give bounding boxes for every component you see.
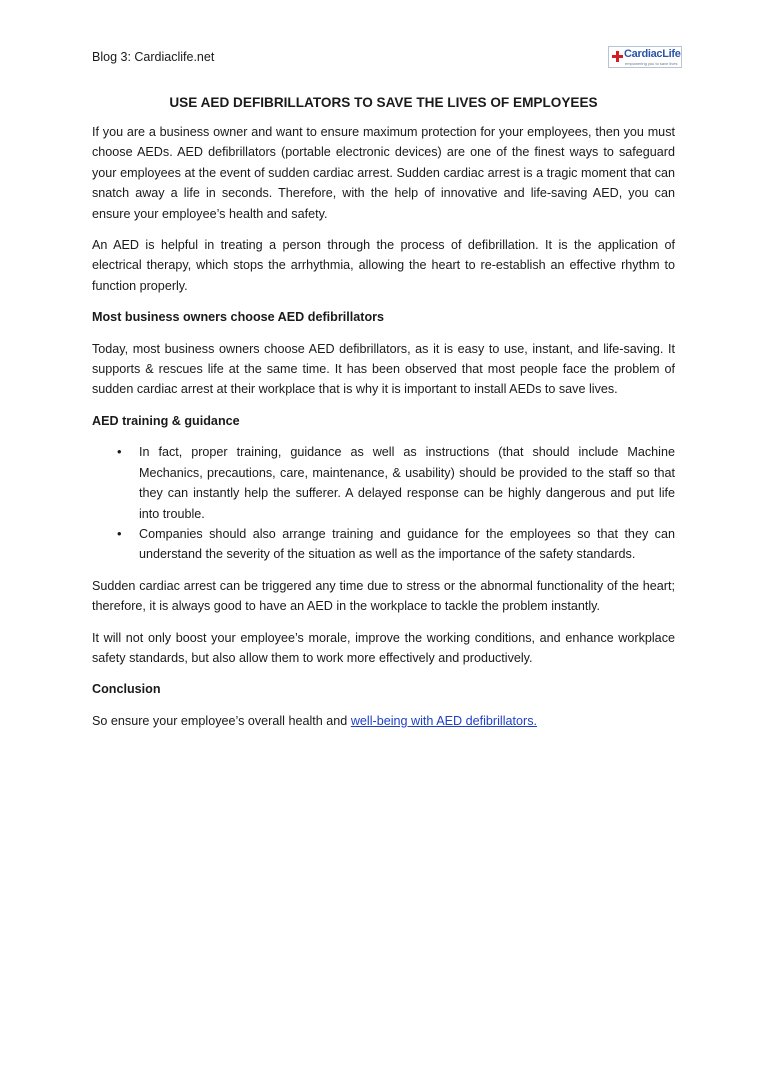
- section-heading-training: AED training & guidance: [92, 413, 240, 428]
- paragraph-triggers: Sudden cardiac arrest can be triggered any time due to stress or the abnormal functionality of the heart; therefore, it is always good to have an AED in the workplace to tackle the problem instantly.: [92, 578, 675, 614]
- paragraph-business-owners: Today, most business owners choose AED defibrillators, as it is easy to use, instant, and life-saving. It supports & rescues life at the same time. It has been observed that most people face the problem of sudden cardiac arrest at their workplace that is why it is important to install AEDs to save lives.: [92, 341, 675, 397]
- section-heading-business-owners: Most business owners choose AED defibrillators: [92, 310, 385, 325]
- logo-name: CardiacLife: [624, 48, 681, 60]
- conclusion-text: So ensure your employee’s overall health and: [92, 713, 351, 728]
- header-text: Blog 3: Cardiaclife.net: [92, 50, 215, 64]
- cardiaclife-logo: [608, 46, 682, 68]
- paragraph-conclusion: [92, 711, 675, 731]
- logo-tagline: empowering you to save lives: [625, 61, 678, 66]
- paragraph-defibrillation: An AED is helpful in treating a person through the process of defibrillation. It is the application of electrical therapy, which stops the arrhythmia, allowing the heart to re-establish an effective rhythm to function properly.: [92, 238, 675, 293]
- list-item: • In fact, proper training, guidance as well as instructions (that should include Machine Mechanics, precautions, care, maintenance, & usability) should be provided to the staff so that they can instantly help the sufferer. A delayed response can be highly dangerous and put life into trouble.: [139, 442, 675, 524]
- paragraph-benefits: It will not only boost your employee’s morale, improve the working conditions, and enhance workplace safety standards, but also allow them to work more effectively and productively.: [92, 630, 675, 665]
- list-item: • Companies should also arrange training and guidance for the employees so that they can understand the severity of the situation as well as the importance of the safety standards.: [139, 524, 675, 565]
- training-bullet-list: [92, 442, 675, 564]
- paragraph-intro: If you are a business owner and want to ensure maximum protection for your employees, then you must choose AEDs. AED defibrillators (portable electronic devices) are one of the finest ways to safeguard your employees at the event of sudden cardiac arrest. Sudden cardiac arrest is a tragic moment that can snatch away a life in seconds. Therefore, with the help of innovative and life-saving AED, you can ensure your employee’s health and safety.: [92, 125, 675, 221]
- medical-cross-icon: [612, 51, 623, 62]
- article-title: USE AED DEFIBRILLATORS TO SAVE THE LIVES OF EMPLOYEES: [169, 95, 598, 110]
- page-header: [92, 46, 682, 72]
- section-heading-conclusion: Conclusion: [92, 682, 161, 697]
- article-body: [92, 94, 675, 742]
- aed-defibrillators-link[interactable]: well-being with AED defibrillators.: [350, 713, 538, 728]
